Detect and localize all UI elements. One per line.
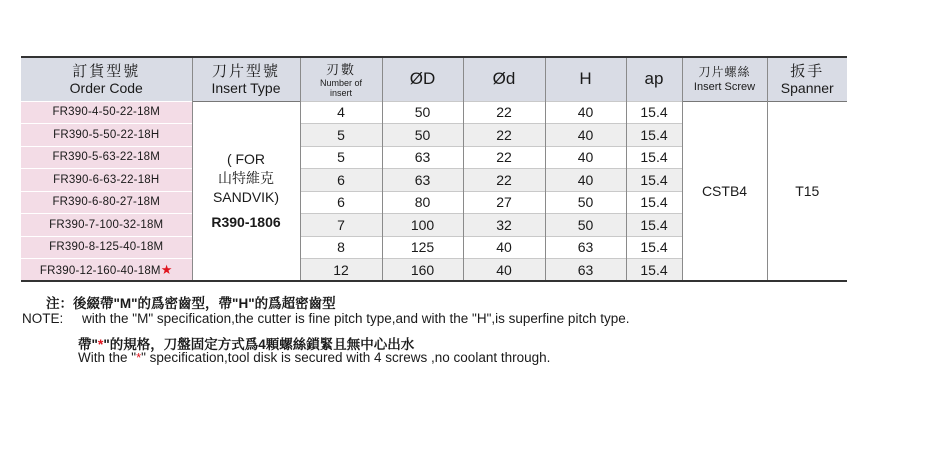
header-order-code: 訂貨型號 Order Code	[21, 57, 192, 101]
id-cell: 22	[463, 124, 545, 147]
teeth-cell: 12	[300, 259, 382, 282]
note-1-cn: 注：後綴帶"M"的爲密齒型，帶"H"的爲超密齒型	[46, 296, 336, 311]
spec-table	[21, 56, 847, 282]
header-row	[21, 57, 847, 101]
order-code-cell: FR390-12-160-40-18M★	[21, 259, 192, 282]
od-cell: 100	[382, 214, 463, 237]
teeth-cell: 6	[300, 191, 382, 214]
od-cell: 125	[382, 236, 463, 259]
id-cell: 32	[463, 214, 545, 237]
insert-screw-cell: CSTB4	[682, 101, 767, 281]
od-cell: 50	[382, 101, 463, 124]
header-id: Ød	[463, 57, 545, 101]
note-1-en: NOTE: with the "M" specification,the cutter is fine pitch type,and with the "H",is superfine pitch type.	[22, 311, 630, 326]
order-code-cell: FR390-6-80-27-18M	[21, 191, 192, 214]
spanner-cell: T15	[767, 101, 847, 281]
id-cell: 22	[463, 146, 545, 169]
id-cell: 40	[463, 236, 545, 259]
teeth-cell: 4	[300, 101, 382, 124]
header-h: H	[545, 57, 626, 101]
h-cell: 40	[545, 169, 626, 192]
asterisk-icon: *	[136, 350, 142, 365]
teeth-cell: 6	[300, 169, 382, 192]
header-spanner: 扳手 Spanner	[767, 57, 847, 101]
ap-cell: 15.4	[626, 236, 682, 259]
h-cell: 40	[545, 124, 626, 147]
h-cell: 50	[545, 191, 626, 214]
ap-cell: 15.4	[626, 214, 682, 237]
od-cell: 50	[382, 124, 463, 147]
order-code-cell: FR390-8-125-40-18M	[21, 236, 192, 259]
h-cell: 63	[545, 259, 626, 282]
insert-type-cell: ( FOR 山特維克 SANDVIK) R390-1806	[192, 101, 300, 281]
od-cell: 63	[382, 146, 463, 169]
header-insert-screw: 刀片螺絲 Insert Screw	[682, 57, 767, 101]
id-cell: 40	[463, 259, 545, 282]
ap-cell: 15.4	[626, 191, 682, 214]
teeth-cell: 8	[300, 236, 382, 259]
table-row	[21, 101, 847, 124]
ap-cell: 15.4	[626, 259, 682, 282]
teeth-cell: 7	[300, 214, 382, 237]
h-cell: 40	[545, 146, 626, 169]
order-code-cell: FR390-4-50-22-18M	[21, 101, 192, 124]
order-code-cell: FR390-7-100-32-18M	[21, 214, 192, 237]
h-cell: 40	[545, 101, 626, 124]
header-insert-type: 刀片型號 Insert Type	[192, 57, 300, 101]
od-cell: 160	[382, 259, 463, 282]
id-cell: 22	[463, 169, 545, 192]
id-cell: 22	[463, 101, 545, 124]
ap-cell: 15.4	[626, 146, 682, 169]
header-od: ØD	[382, 57, 463, 101]
h-cell: 63	[545, 236, 626, 259]
od-cell: 63	[382, 169, 463, 192]
h-cell: 50	[545, 214, 626, 237]
asterisk-icon: *	[97, 336, 104, 352]
od-cell: 80	[382, 191, 463, 214]
ap-cell: 15.4	[626, 169, 682, 192]
header-teeth: 刃數 Number of insert	[300, 57, 382, 101]
ap-cell: 15.4	[626, 124, 682, 147]
order-code-cell: FR390-5-50-22-18H	[21, 124, 192, 147]
star-icon: ★	[160, 261, 173, 277]
id-cell: 27	[463, 191, 545, 214]
header-ap: ap	[626, 57, 682, 101]
note-2-cn: 帶"*"的規格，刀盤固定方式爲4顆螺絲鎖緊且無中心出水	[78, 336, 415, 352]
teeth-cell: 5	[300, 124, 382, 147]
note-2-en: With the "*" specification,tool disk is secured with 4 screws ,no coolant through.	[78, 350, 551, 365]
order-code-cell: FR390-6-63-22-18H	[21, 169, 192, 192]
order-code-cell: FR390-5-63-22-18M	[21, 146, 192, 169]
teeth-cell: 5	[300, 146, 382, 169]
ap-cell: 15.4	[626, 101, 682, 124]
